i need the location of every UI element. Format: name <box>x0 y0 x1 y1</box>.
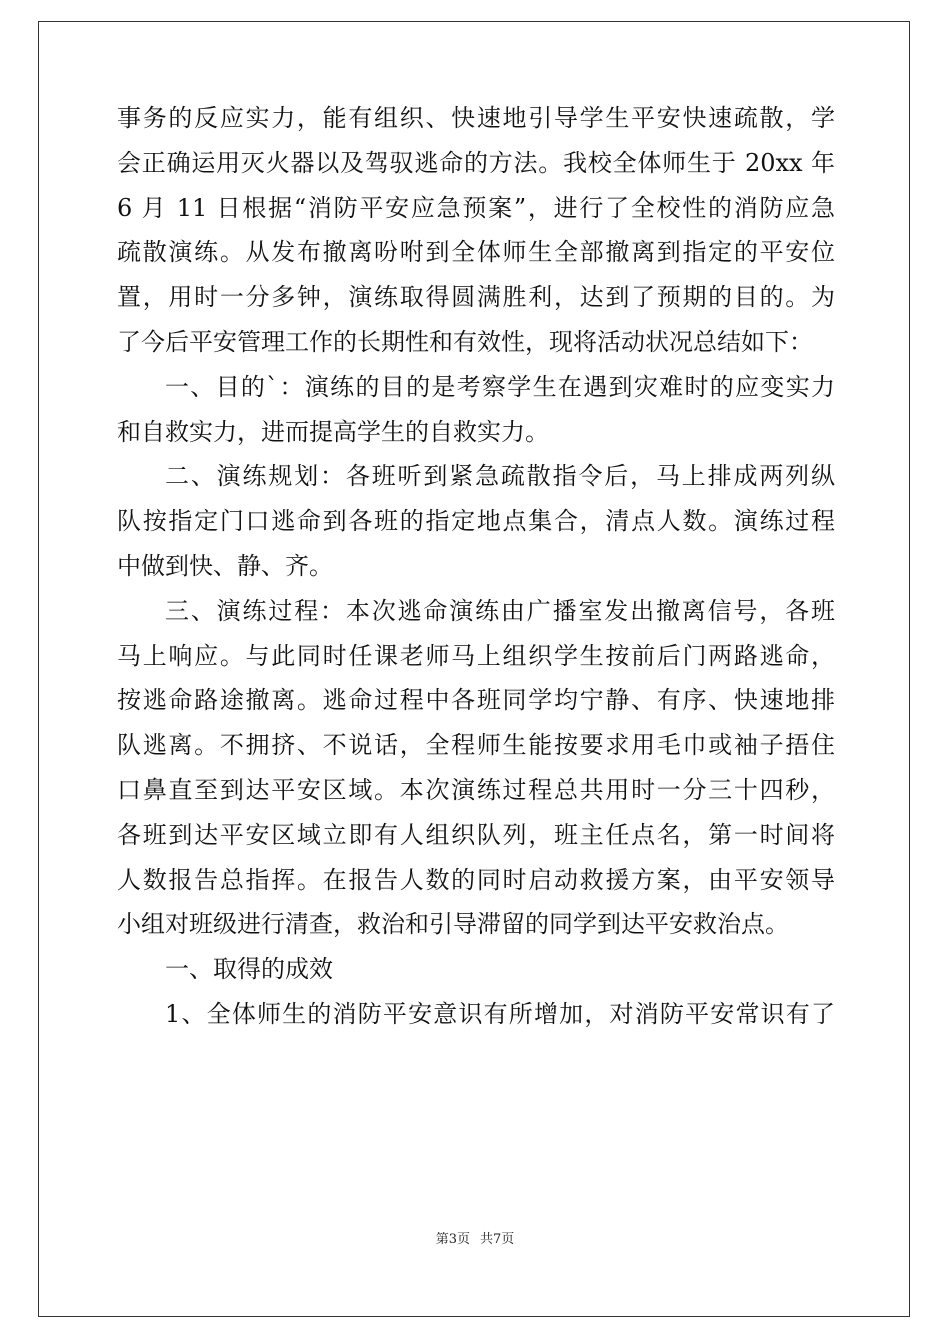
text-line: 一、目的`：演练的目的是考察学生在遇到灾难时的应变实力 <box>165 372 835 401</box>
text-line: 置，用时一分多钟，演练取得圆满胜利，达到了预期的目的。为 <box>117 283 835 312</box>
text-line: 二、演练规划：各班听到紧急疏散指令后，马上排成两列纵 <box>165 462 835 491</box>
text-line: 队逃离。不拥挤、不说话，全程师生能按要求用毛巾或袖子捂住 <box>117 731 835 760</box>
text-line: 人数报告总指挥。在报告人数的同时启动救援方案，由平安领导 <box>117 865 835 894</box>
page-total: 共7页 <box>480 1232 515 1247</box>
text-line: 口鼻直至到达平安区域。本次演练过程总共用时一分三十四秒， <box>117 775 835 804</box>
page-number: 第3页 <box>435 1232 470 1247</box>
document-body <box>117 96 835 1037</box>
text-line: 马上响应。与此同时任课老师马上组织学生按前后门两路逃命， <box>117 641 835 670</box>
text-line: 1、全体师生的消防平安意识有所增加，对消防平安常识有了 <box>165 999 835 1028</box>
text-line: 按逃命路途撤离。逃命过程中各班同学均宁静、有序、快速地排 <box>117 686 835 715</box>
text-line: 中做到快、静、齐。 <box>117 551 333 580</box>
text-line: 各班到达平安区域立即有人组织队列，班主任点名，第一时间将 <box>117 820 835 849</box>
text-line: 疏散演练。从发布撤离吩咐到全体师生全部撤离到指定的平安位 <box>117 238 835 267</box>
text-line: 小组对班级进行清查，救治和引导滞留的同学到达平安救治点。 <box>117 910 789 939</box>
text-line: 队按指定门口逃命到各班的指定地点集合，清点人数。演练过程 <box>117 507 835 536</box>
text-line: 会正确运用灭火器以及驾驭逃命的方法。我校全体师生于 20xx 年 <box>117 148 835 177</box>
text-line: 和自救实力，进而提高学生的自救实力。 <box>117 417 549 446</box>
text-line: 三、演练过程：本次逃命演练由广播室发出撤离信号，各班 <box>165 596 835 625</box>
text-line: 6 月 11 日根据“消防平安应急预案”，进行了全校性的消防应急 <box>117 193 835 222</box>
text-line: 事务的反应实力，能有组织、快速地引导学生平安快速疏散，学 <box>117 104 835 132</box>
section-heading: 一、取得的成效 <box>165 955 333 984</box>
text-line: 了今后平安管理工作的长期性和有效性，现将活动状况总结如下： <box>117 327 813 356</box>
page-footer <box>0 1231 950 1249</box>
